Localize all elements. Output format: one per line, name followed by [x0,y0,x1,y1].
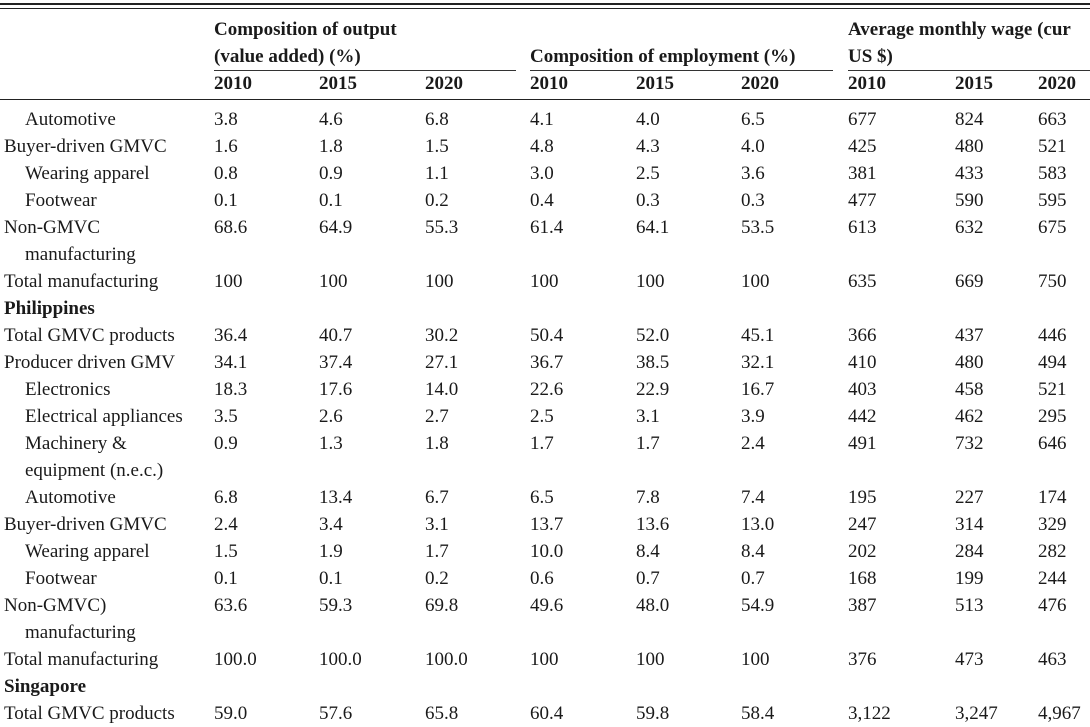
row-label: Producer driven GMV [4,352,175,373]
header-output-line1: Composition of output [214,19,397,40]
table-cell: 69.8 [425,595,459,616]
table-cell: 100 [741,649,770,670]
table-cell: 13.0 [741,514,775,535]
table-cell: 3.9 [741,406,765,427]
table-cell: 59.0 [214,703,248,724]
table-cell: 4.0 [636,109,660,130]
table-cell: 54.9 [741,595,775,616]
table-cell: 0.1 [214,568,238,589]
year-header: 2015 [636,73,674,94]
table-cell: 27.1 [425,352,459,373]
table-cell: 282 [1038,541,1067,562]
table-row [0,403,1090,430]
table-cell: 100 [319,271,348,292]
table-cell: 646 [1038,433,1067,454]
table-cell: 30.2 [425,325,459,346]
table-cell: 0.1 [214,190,238,211]
table-cell: 36.7 [530,352,564,373]
table-cell: 64.1 [636,217,670,238]
table-cell: 476 [1038,595,1067,616]
table-cell: 60.4 [530,703,564,724]
table-cell: 17.6 [319,379,353,400]
table-cell: 1.7 [636,433,660,454]
table-cell: 3.1 [636,406,660,427]
table-cell: 677 [848,109,877,130]
table-cell: 590 [955,190,984,211]
table-cell: 462 [955,406,984,427]
table-cell: 433 [955,163,984,184]
table-cell: 2.5 [636,163,660,184]
table-cell: 3.0 [530,163,554,184]
table-cell: 52.0 [636,325,670,346]
table-cell: 8.4 [636,541,660,562]
table-cell: 59.8 [636,703,670,724]
table-cell: 6.8 [425,109,449,130]
table-cell: 663 [1038,109,1067,130]
table-cell: 473 [955,649,984,670]
table-cell: 2.7 [425,406,449,427]
table-cell: 227 [955,487,984,508]
table-cell: 199 [955,568,984,589]
table-cell: 40.7 [319,325,353,346]
table-cell: 100.0 [319,649,362,670]
table-cell: 3.5 [214,406,238,427]
header-output-line2: (value added) (%) [214,46,361,67]
table-cell: 36.4 [214,325,248,346]
table-cell: 100.0 [214,649,257,670]
table-cell: 0.2 [425,568,449,589]
header-wage-line2: US $) [848,46,893,67]
row-label: Non-GMVC) [4,595,107,616]
table-cell: 632 [955,217,984,238]
header-employment-underline [530,70,833,71]
row-label: manufacturing [25,244,136,265]
table-cell: 7.4 [741,487,765,508]
table-cell: 669 [955,271,984,292]
table-row [0,592,1090,619]
table-cell: 13.7 [530,514,564,535]
table-cell: 61.4 [530,217,564,238]
table-cell: 8.4 [741,541,765,562]
table-row [0,106,1090,133]
table-cell: 4.3 [636,136,660,157]
table-cell: 38.5 [636,352,670,373]
table-cell: 3,247 [955,703,998,724]
table-cell: 48.0 [636,595,670,616]
table-row [0,430,1090,457]
table-row [0,484,1090,511]
table-cell: 0.9 [319,163,343,184]
table-cell: 195 [848,487,877,508]
table-row [0,133,1090,160]
table-cell: 458 [955,379,984,400]
table-cell: 4.1 [530,109,554,130]
table-cell: 1.5 [425,136,449,157]
table-cell: 100.0 [425,649,468,670]
table-row [0,187,1090,214]
row-label: Total GMVC products [4,325,175,346]
table-cell: 750 [1038,271,1067,292]
table-cell: 58.4 [741,703,775,724]
table-cell: 425 [848,136,877,157]
table-cell: 16.7 [741,379,775,400]
table-cell: 366 [848,325,877,346]
table-row [0,322,1090,349]
table-cell: 174 [1038,487,1067,508]
table-row [0,700,1090,727]
table-cell: 613 [848,217,877,238]
table-cell: 6.8 [214,487,238,508]
row-label: Electronics [25,379,111,400]
table-cell: 2.4 [741,433,765,454]
table-cell: 1.3 [319,433,343,454]
table-cell: 1.6 [214,136,238,157]
table-cell: 1.8 [425,433,449,454]
table-cell: 521 [1038,379,1067,400]
table-cell: 32.1 [741,352,775,373]
table-cell: 10.0 [530,541,564,562]
table-cell: 3.8 [214,109,238,130]
table-cell: 0.3 [636,190,660,211]
table-cell: 2.4 [214,514,238,535]
row-label: equipment (n.e.c.) [25,460,164,481]
table-row [0,457,1090,484]
table-cell: 22.9 [636,379,670,400]
table-cell: 0.9 [214,433,238,454]
table-cell: 14.0 [425,379,459,400]
row-label: Buyer-driven GMVC [4,514,167,535]
table-cell: 376 [848,649,877,670]
year-header: 2020 [1038,73,1076,94]
table-cell: 4.0 [741,136,765,157]
table-cell: 0.8 [214,163,238,184]
table-row [0,376,1090,403]
header-output-underline [214,70,516,71]
section-heading: Singapore [4,676,87,697]
header-employment: Composition of employment (%) [530,46,796,67]
row-label: Total GMVC products [4,703,175,724]
table-cell: 381 [848,163,877,184]
table-cell: 1.7 [425,541,449,562]
table-row [0,646,1090,673]
table-cell: 53.5 [741,217,775,238]
table-cell: 446 [1038,325,1067,346]
row-label: Wearing apparel [25,163,150,184]
table-row [0,565,1090,592]
table-cell: 675 [1038,217,1067,238]
table-cell: 1.8 [319,136,343,157]
table-cell: 68.6 [214,217,248,238]
table-cell: 410 [848,352,877,373]
row-label: Buyer-driven GMVC [4,136,167,157]
row-label: Electrical appliances [25,406,183,427]
table-cell: 314 [955,514,984,535]
table-cell: 491 [848,433,877,454]
table-row [0,241,1090,268]
table-cell: 13.4 [319,487,353,508]
table-cell: 1.7 [530,433,554,454]
row-label: Non-GMVC [4,217,101,238]
table-cell: 59.3 [319,595,353,616]
table-cell: 329 [1038,514,1067,535]
row-label: Automotive [25,109,116,130]
table-cell: 22.6 [530,379,564,400]
table-cell: 4.8 [530,136,554,157]
table-top-rule-1 [0,3,1090,5]
table-cell: 37.4 [319,352,353,373]
table-cell: 0.3 [741,190,765,211]
row-label: manufacturing [25,622,136,643]
table-cell: 202 [848,541,877,562]
row-label: Footwear [25,568,97,589]
table-cell: 3,122 [848,703,891,724]
table-cell: 65.8 [425,703,459,724]
table-row [0,511,1090,538]
table-cell: 583 [1038,163,1067,184]
table-cell: 284 [955,541,984,562]
table-row [0,538,1090,565]
table-cell: 0.7 [636,568,660,589]
table-cell: 442 [848,406,877,427]
table-cell: 732 [955,433,984,454]
table-cell: 18.3 [214,379,248,400]
table-cell: 13.6 [636,514,670,535]
year-header: 2010 [848,73,886,94]
table-cell: 7.8 [636,487,660,508]
table-cell: 635 [848,271,877,292]
table-cell: 34.1 [214,352,248,373]
table-cell: 1.5 [214,541,238,562]
table-row [0,214,1090,241]
table-cell: 100 [636,649,665,670]
table-cell: 2.5 [530,406,554,427]
table-cell: 403 [848,379,877,400]
table-row [0,295,1090,322]
table-cell: 3.4 [319,514,343,535]
row-label: Footwear [25,190,97,211]
table-cell: 63.6 [214,595,248,616]
year-header: 2010 [530,73,568,94]
table-cell: 100 [530,649,559,670]
year-header: 2015 [955,73,993,94]
table-row [0,673,1090,700]
table-cell: 49.6 [530,595,564,616]
table-cell: 463 [1038,649,1067,670]
table-cell: 480 [955,352,984,373]
row-label: Machinery & [25,433,127,454]
row-label: Total manufacturing [4,271,159,292]
table-cell: 57.6 [319,703,353,724]
table-cell: 50.4 [530,325,564,346]
table-cell: 4,967 [1038,703,1081,724]
table-cell: 595 [1038,190,1067,211]
table-cell: 0.4 [530,190,554,211]
table-cell: 1.1 [425,163,449,184]
table-cell: 247 [848,514,877,535]
header-bottom-rule [0,99,1090,100]
year-header: 2015 [319,73,357,94]
table-cell: 6.5 [741,109,765,130]
row-label: Total manufacturing [4,649,159,670]
header-wage-line1: Average monthly wage (cur [848,19,1071,40]
table-cell: 0.1 [319,190,343,211]
table-row [0,160,1090,187]
table-cell: 1.9 [319,541,343,562]
table-cell: 295 [1038,406,1067,427]
table-cell: 437 [955,325,984,346]
table-cell: 55.3 [425,217,459,238]
table-cell: 480 [955,136,984,157]
table-cell: 3.6 [741,163,765,184]
row-label: Wearing apparel [25,541,150,562]
table-cell: 100 [636,271,665,292]
table-cell: 168 [848,568,877,589]
year-header: 2010 [214,73,252,94]
table-cell: 100 [530,271,559,292]
table-cell: 3.1 [425,514,449,535]
section-heading: Philippines [4,298,95,319]
row-label: Automotive [25,487,116,508]
table-cell: 0.7 [741,568,765,589]
table-cell: 494 [1038,352,1067,373]
table-cell: 477 [848,190,877,211]
table-cell: 0.6 [530,568,554,589]
table-cell: 824 [955,109,984,130]
table-cell: 4.6 [319,109,343,130]
table-cell: 387 [848,595,877,616]
table-cell: 100 [214,271,243,292]
table-top-rule-2 [0,8,1090,9]
table-cell: 521 [1038,136,1067,157]
table-row [0,619,1090,646]
year-header: 2020 [425,73,463,94]
table-cell: 100 [425,271,454,292]
table-cell: 6.5 [530,487,554,508]
table-cell: 2.6 [319,406,343,427]
table-cell: 6.7 [425,487,449,508]
table-cell: 100 [741,271,770,292]
table-cell: 45.1 [741,325,775,346]
table-cell: 244 [1038,568,1067,589]
table-row [0,349,1090,376]
table-cell: 0.1 [319,568,343,589]
year-header: 2020 [741,73,779,94]
table-cell: 64.9 [319,217,353,238]
table-cell: 0.2 [425,190,449,211]
table-row [0,268,1090,295]
table-cell: 513 [955,595,984,616]
